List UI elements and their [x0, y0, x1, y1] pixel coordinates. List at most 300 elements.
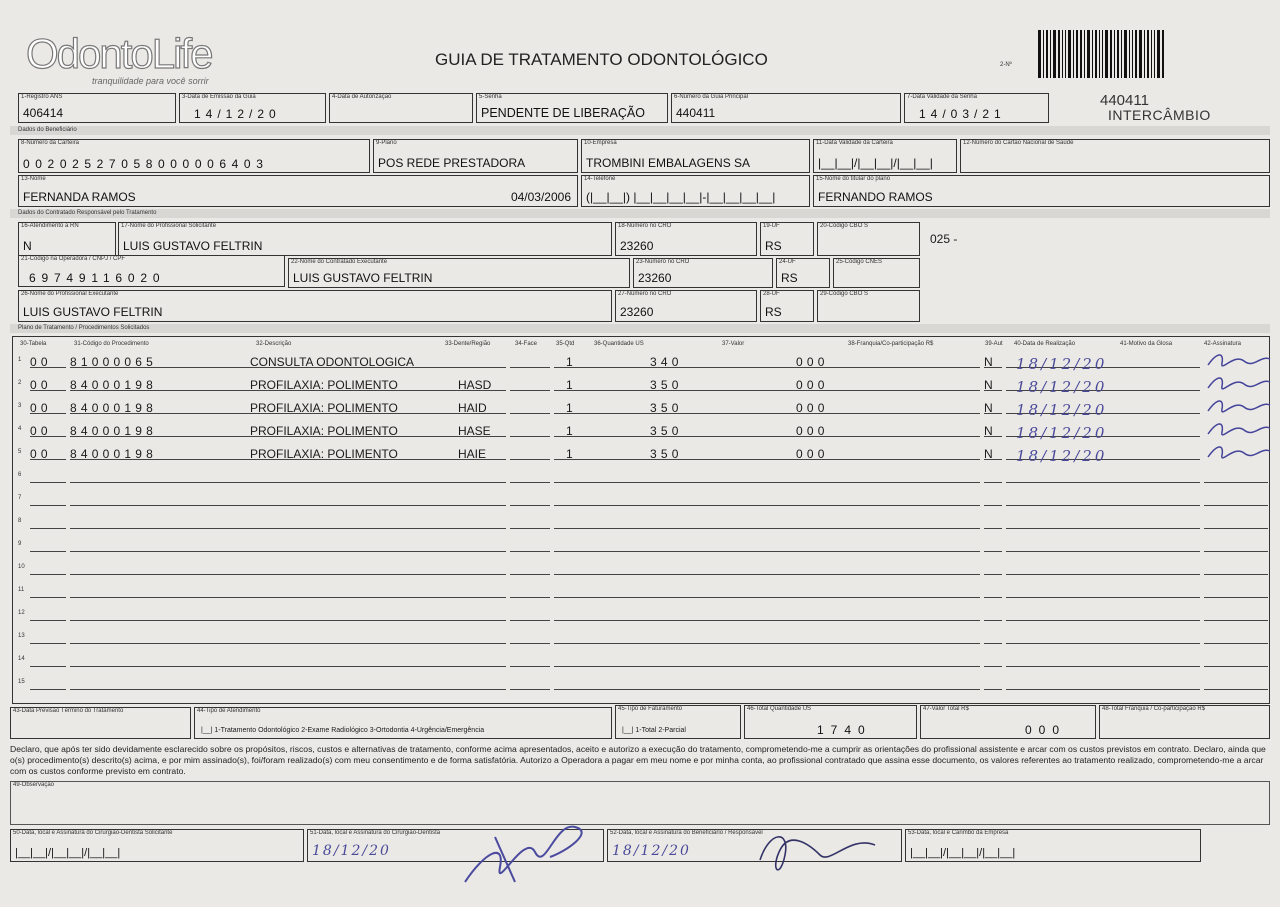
field-value: RS	[765, 305, 782, 319]
cell-valor[interactable]: 000	[724, 424, 922, 437]
barcode-bar	[1105, 30, 1108, 78]
nome-field[interactable]	[18, 175, 578, 207]
cell-franquia[interactable]	[854, 631, 980, 644]
cell-glosa[interactable]	[1110, 539, 1200, 552]
barcode-bar	[1068, 30, 1071, 78]
uf-2-field[interactable]	[776, 258, 830, 288]
cbo-code: 025 -	[930, 232, 958, 246]
cell-glosa[interactable]	[1110, 677, 1200, 690]
field-label: 1-Registro ANS	[21, 94, 63, 100]
cell-glosa[interactable]	[1110, 631, 1200, 644]
cell-descricao[interactable]	[250, 493, 470, 506]
procedure-row[interactable]	[18, 654, 1268, 670]
cell-descricao[interactable]: PROFILAXIA: POLIMENTO	[250, 401, 470, 414]
cartao-nacional-field[interactable]	[960, 139, 1270, 173]
field-label: 13-Nome	[21, 176, 46, 182]
cell-dente[interactable]	[458, 493, 506, 506]
cell-qtd[interactable]: 1	[554, 447, 602, 460]
field-options: |__| 1-Tratamento Odontológico 2-Exame Radiológico 3-Ortodontia 4-Urgência/Emergência	[201, 727, 485, 734]
field-label: 7-Data Validade da Senha	[907, 94, 977, 100]
cell-dente[interactable]	[458, 631, 506, 644]
doc-number-label: 2-Nº	[1000, 62, 1012, 68]
cell-valor[interactable]: 000	[724, 401, 922, 414]
cell-data[interactable]	[1006, 585, 1116, 598]
procedure-row[interactable]	[18, 608, 1268, 624]
column-header: 31-Código do Procedimento	[74, 341, 149, 347]
cell-dente[interactable]	[458, 470, 506, 483]
row-number: 11	[18, 587, 25, 593]
barcode-bar	[1129, 30, 1130, 78]
barcode-bar	[1065, 30, 1066, 78]
cell-data[interactable]	[1006, 677, 1116, 690]
cell-aut[interactable]	[984, 631, 1002, 644]
cell-dente[interactable]	[458, 562, 506, 575]
field-label: 19-UF	[763, 223, 780, 229]
cell-glosa[interactable]	[1110, 401, 1200, 414]
cell-sig[interactable]	[1204, 677, 1268, 690]
cell-tabela[interactable]	[30, 631, 66, 644]
cell-tabela[interactable]	[30, 654, 66, 667]
field-label: 12-Número do Cartão Nacional de Saúde	[963, 140, 1074, 146]
procedure-row[interactable]	[18, 677, 1268, 693]
cell-dente[interactable]	[458, 585, 506, 598]
barcode-bar	[1076, 30, 1078, 78]
field-value: LUIS GUSTAVO FELTRIN	[23, 305, 163, 319]
row-signature	[1204, 372, 1274, 394]
cell-codigo[interactable]	[70, 631, 260, 644]
barcode-bar	[1080, 30, 1082, 78]
barcode-bar	[1102, 30, 1103, 78]
cell-face[interactable]	[510, 654, 550, 667]
date-slots: |__|__|/|__|__|/|__|__|	[15, 847, 121, 859]
cell-face[interactable]	[510, 585, 550, 598]
cell-dente[interactable]	[458, 654, 506, 667]
cell-sig[interactable]	[1204, 355, 1268, 367]
cell-us[interactable]: 340	[594, 355, 776, 368]
cell-sig[interactable]	[1204, 585, 1268, 598]
cell-franquia[interactable]	[854, 585, 980, 598]
tipo-faturamento-field[interactable]	[615, 705, 741, 739]
cell-descricao[interactable]	[250, 585, 470, 598]
cell-descricao[interactable]	[250, 470, 470, 483]
procedure-row[interactable]	[18, 470, 1268, 486]
cell-face[interactable]	[510, 631, 550, 644]
cell-aut[interactable]: N	[984, 355, 1002, 368]
field-label: 23-Número no CRO	[636, 259, 690, 265]
cbo-field[interactable]	[817, 222, 920, 256]
procedure-row[interactable]	[18, 424, 1268, 440]
field-value: FERNANDA RAMOS	[23, 190, 136, 204]
cell-codigo[interactable]: 84000198	[70, 378, 260, 391]
cell-dente[interactable]	[458, 516, 506, 529]
column-header: 41-Motivo da Glosa	[1120, 341, 1173, 347]
cell-aut[interactable]	[984, 677, 1002, 690]
cell-glosa[interactable]	[1110, 608, 1200, 621]
guide-number: 440411	[1100, 92, 1149, 109]
cell-tabela[interactable]	[30, 539, 66, 552]
barcode-bar	[1151, 30, 1152, 78]
cell-data[interactable]: 18/12/20	[1006, 424, 1116, 437]
cell-aut[interactable]	[984, 562, 1002, 575]
observacao-field[interactable]	[10, 781, 1270, 825]
cell-descricao[interactable]	[250, 608, 470, 621]
field-value: PENDENTE DE LIBERAÇÃO	[481, 106, 645, 120]
field-label: 6-Número da Guia Principal	[674, 94, 749, 100]
cell-sig[interactable]	[1204, 447, 1268, 459]
cell-dente[interactable]	[458, 677, 506, 690]
barcode-bar	[1038, 30, 1041, 78]
senha-field[interactable]	[476, 93, 668, 123]
cro-field[interactable]	[615, 222, 757, 256]
cell-franquia[interactable]	[854, 493, 980, 506]
field-label: 3-Data de Emissão da Guia	[182, 94, 256, 100]
row-signature	[1204, 349, 1274, 371]
row-number: 6	[18, 472, 22, 478]
cell-tabela[interactable]	[30, 470, 66, 483]
field-label: 47-Valor Total R$	[923, 706, 969, 712]
cell-franquia[interactable]	[854, 424, 980, 437]
cell-codigo[interactable]	[70, 677, 260, 690]
sig-solicitante-field[interactable]	[10, 829, 304, 862]
codigo-operadora-field[interactable]	[18, 255, 285, 287]
cell-aut[interactable]	[984, 654, 1002, 667]
field-value: RS	[781, 271, 798, 285]
cell-face[interactable]	[510, 401, 550, 414]
cell-tabela[interactable]: 00	[30, 447, 66, 460]
field-value: 69749116020	[29, 271, 166, 285]
procedure-row[interactable]	[18, 516, 1268, 532]
uf-3-field[interactable]	[760, 290, 814, 322]
tipo-atendimento-field[interactable]	[194, 707, 612, 739]
cell-aut[interactable]: N	[984, 447, 1002, 460]
cell-valor[interactable]: 000	[724, 447, 922, 460]
field-label: 53-Data, local e Carimbo da Empresa	[908, 830, 1009, 836]
field-label: 25-Código CNES	[836, 259, 883, 265]
cell-dente[interactable]: HAID	[458, 401, 506, 414]
cell-dente[interactable]: HASD	[458, 378, 506, 391]
cell-glosa[interactable]	[1110, 424, 1200, 437]
cell-face[interactable]	[510, 493, 550, 506]
barcode-bar	[1053, 30, 1056, 78]
cell-dente[interactable]	[458, 355, 506, 368]
cell-glosa[interactable]	[1110, 493, 1200, 506]
cell-face[interactable]	[510, 378, 550, 391]
cell-tabela[interactable]	[30, 608, 66, 621]
cell-codigo[interactable]	[70, 539, 260, 552]
total-us-field[interactable]	[744, 705, 917, 739]
procedure-row[interactable]	[18, 539, 1268, 555]
cell-glosa[interactable]	[1110, 378, 1200, 391]
cell-qtd[interactable]: 1	[554, 355, 602, 368]
cell-aut[interactable]: N	[984, 401, 1002, 414]
cell-sig[interactable]	[1204, 493, 1268, 506]
field-value: 440411	[676, 106, 716, 120]
cell-aut[interactable]	[984, 539, 1002, 552]
validade-senha-field[interactable]	[904, 93, 1049, 123]
field-label: 11-Data Validade da Carteira	[816, 140, 893, 146]
barcode-bar	[1058, 30, 1060, 78]
procedure-row[interactable]	[18, 378, 1268, 394]
cell-sig[interactable]	[1204, 516, 1268, 529]
cell-data[interactable]	[1006, 470, 1116, 483]
cell-descricao[interactable]	[250, 539, 470, 552]
field-label: 50-Data, local e Assinatura do Cirurgião-Dentista Solicitante	[13, 830, 173, 836]
row-number: 2	[18, 380, 22, 386]
cell-descricao[interactable]: CONSULTA ODONTOLOGICA	[250, 355, 470, 368]
cell-glosa[interactable]	[1110, 355, 1200, 368]
validade-carteira-field[interactable]	[813, 139, 957, 173]
column-header: 32-Descrição	[256, 341, 292, 347]
cell-tabela[interactable]: 00	[30, 355, 66, 368]
cell-franquia[interactable]	[854, 654, 980, 667]
column-header: 37-Valor	[722, 341, 745, 347]
cell-data[interactable]	[1006, 516, 1116, 529]
cell-sig[interactable]	[1204, 401, 1268, 413]
cell-franquia[interactable]	[854, 677, 980, 690]
cell-codigo[interactable]	[70, 562, 260, 575]
field-label: 24-UF	[779, 259, 796, 265]
cell-sig[interactable]	[1204, 424, 1268, 436]
barcode-bar	[1043, 30, 1044, 78]
cell-data[interactable]: 18/12/20	[1006, 447, 1116, 460]
cell-descricao[interactable]: PROFILAXIA: POLIMENTO	[250, 378, 470, 391]
cell-aut[interactable]	[984, 470, 1002, 483]
procedure-row[interactable]	[18, 401, 1268, 417]
cell-data[interactable]: 18/12/20	[1006, 378, 1116, 391]
field-value: POS REDE PRESTADORA	[378, 156, 526, 170]
barcode-bar	[1117, 30, 1119, 78]
sig-empresa-field[interactable]	[905, 829, 1201, 862]
cell-dente[interactable]: HAIE	[458, 447, 506, 460]
cell-data[interactable]	[1006, 562, 1116, 575]
procedure-row[interactable]	[18, 585, 1268, 601]
cell-glosa[interactable]	[1110, 654, 1200, 667]
cell-codigo[interactable]	[70, 493, 260, 506]
field-label: 44-Tipo de Atendimento	[197, 708, 261, 714]
cell-descricao[interactable]: PROFILAXIA: POLIMENTO	[250, 447, 470, 460]
field-label: 8-Número da Carteira	[21, 140, 80, 146]
column-header: 40-Data de Realização	[1014, 341, 1076, 347]
cell-franquia[interactable]	[854, 516, 980, 529]
barcode-bar	[1046, 30, 1048, 78]
cell-codigo[interactable]	[70, 654, 260, 667]
barcode-bar	[1073, 30, 1074, 78]
valor-total-field[interactable]	[920, 705, 1096, 739]
cell-us[interactable]: 350	[594, 378, 776, 391]
cell-face[interactable]	[510, 539, 550, 552]
barcode-bar	[1050, 30, 1051, 78]
uf-field[interactable]	[760, 222, 814, 256]
barcode-bar	[1062, 30, 1063, 78]
cell-tabela[interactable]	[30, 562, 66, 575]
cell-face[interactable]	[510, 677, 550, 690]
telefone-field[interactable]	[581, 175, 810, 207]
barcode-bar	[1114, 30, 1115, 78]
cbo-3-field[interactable]	[817, 290, 920, 322]
cell-codigo[interactable]	[70, 516, 260, 529]
cell-aut[interactable]	[984, 493, 1002, 506]
cell-data[interactable]	[1006, 493, 1116, 506]
barcode-bar	[1157, 30, 1160, 78]
cell-sig[interactable]	[1204, 608, 1268, 621]
cell-franquia[interactable]	[854, 608, 980, 621]
cell-qtd[interactable]: 1	[554, 401, 602, 414]
date-slots: |__|__|/|__|__|/|__|__|	[818, 156, 933, 170]
cell-sig[interactable]	[1204, 378, 1268, 390]
registro-ans-field[interactable]	[18, 93, 176, 123]
cell-descricao[interactable]	[250, 562, 470, 575]
cell-data[interactable]	[1006, 539, 1116, 552]
cell-franquia[interactable]	[854, 539, 980, 552]
field-label: 26-Nome do Profissional Executante	[21, 291, 119, 297]
cell-data[interactable]	[1006, 654, 1116, 667]
cell-franquia[interactable]	[854, 355, 980, 368]
column-header: 30-Tabela	[20, 341, 47, 347]
cell-qtd[interactable]: 1	[554, 378, 602, 391]
cell-face[interactable]	[510, 355, 550, 368]
cell-franquia[interactable]	[854, 401, 980, 414]
field-label: 48-Total Franquia / Co-participação R$	[1102, 706, 1206, 712]
cell-descricao[interactable]	[250, 631, 470, 644]
cell-sig[interactable]	[1204, 562, 1268, 575]
field-label: 28-UF	[763, 291, 780, 297]
cell-descricao[interactable]	[250, 654, 470, 667]
field-value: 18/12/20	[612, 843, 691, 859]
cell-tabela[interactable]: 00	[30, 401, 66, 414]
row-number: 10	[18, 564, 25, 570]
field-label: 18-Número no CRO	[618, 223, 672, 229]
cro-2-field[interactable]	[633, 258, 773, 288]
section-beneficiario: Dados do Beneficiário	[10, 126, 1270, 135]
row-number: 8	[18, 518, 22, 524]
cell-aut[interactable]	[984, 585, 1002, 598]
cell-aut[interactable]	[984, 516, 1002, 529]
cell-tabela[interactable]	[30, 516, 66, 529]
data-emissao-field[interactable]	[179, 93, 326, 123]
cell-sig[interactable]	[1204, 539, 1268, 552]
barcode-bar	[1121, 30, 1122, 78]
row-signature	[1204, 441, 1274, 463]
cell-franquia[interactable]	[854, 378, 980, 391]
cell-tabela[interactable]	[30, 585, 66, 598]
cell-codigo[interactable]: 84000198	[70, 401, 260, 414]
cro-3-field[interactable]	[615, 290, 757, 322]
barcode-bar	[1095, 30, 1097, 78]
cell-descricao[interactable]: PROFILAXIA: POLIMENTO	[250, 424, 470, 437]
cell-aut[interactable]: N	[984, 378, 1002, 391]
carteira-field[interactable]	[18, 139, 370, 173]
contratado-executante-field[interactable]	[288, 258, 630, 288]
cell-face[interactable]	[510, 516, 550, 529]
cell-dente[interactable]	[458, 539, 506, 552]
cell-descricao[interactable]	[250, 677, 470, 690]
cell-glosa[interactable]	[1110, 470, 1200, 483]
cell-data[interactable]	[1006, 608, 1116, 621]
plano-field[interactable]	[373, 139, 578, 173]
barcode-bar	[1139, 30, 1142, 78]
profissional-executante-field[interactable]	[18, 290, 612, 322]
field-value: 23260	[638, 271, 672, 285]
cell-codigo[interactable]: 84000198	[70, 447, 260, 460]
cell-glosa[interactable]	[1110, 516, 1200, 529]
cell-franquia[interactable]	[854, 470, 980, 483]
cell-glosa[interactable]	[1110, 562, 1200, 575]
cell-us[interactable]: 350	[594, 424, 776, 437]
empresa-field[interactable]	[581, 139, 810, 173]
procedure-row[interactable]	[18, 355, 1268, 371]
cell-valor[interactable]: 000	[724, 378, 922, 391]
cell-franquia[interactable]	[854, 447, 980, 460]
titular-field[interactable]	[813, 175, 1270, 207]
cell-face[interactable]	[510, 608, 550, 621]
field-value: 23260	[620, 239, 654, 253]
field-label: 5-Senha	[479, 94, 502, 100]
cell-face[interactable]	[510, 447, 550, 460]
cell-aut[interactable]	[984, 608, 1002, 621]
field-label: 52-Data, local e Assinatura do Beneficiário / Responsável	[610, 830, 763, 836]
total-franquia-field[interactable]	[1099, 705, 1270, 739]
cell-tabela[interactable]: 00	[30, 424, 66, 437]
cell-tabela[interactable]	[30, 677, 66, 690]
procedure-row[interactable]	[18, 493, 1268, 509]
field-label: 15-Nome do titular do plano	[816, 176, 891, 182]
cell-face[interactable]	[510, 562, 550, 575]
cell-codigo[interactable]: 84000198	[70, 424, 260, 437]
cell-data[interactable]	[1006, 631, 1116, 644]
cell-dente[interactable]: HASE	[458, 424, 506, 437]
cell-glosa[interactable]	[1110, 447, 1200, 460]
cell-aut[interactable]: N	[984, 424, 1002, 437]
cell-sig[interactable]	[1204, 470, 1268, 483]
cell-us[interactable]: 350	[594, 447, 776, 460]
cell-codigo[interactable]	[70, 470, 260, 483]
cell-franquia[interactable]	[854, 562, 980, 575]
atendimento-rn-field[interactable]	[18, 222, 116, 256]
cell-valor[interactable]: 000	[724, 355, 922, 368]
profissional-solicitante-field[interactable]	[118, 222, 612, 256]
cell-codigo[interactable]	[70, 585, 260, 598]
procedure-row[interactable]	[18, 562, 1268, 578]
dentist-signature	[455, 812, 595, 892]
cell-data[interactable]: 18/12/20	[1006, 401, 1116, 414]
cell-sig[interactable]	[1204, 631, 1268, 644]
cell-qtd[interactable]: 1	[554, 424, 602, 437]
cell-dente[interactable]	[458, 608, 506, 621]
barcode-bar	[1099, 30, 1100, 78]
procedure-row[interactable]	[18, 631, 1268, 647]
logo: OdontoLife	[26, 30, 212, 77]
data-autorizacao-field[interactable]	[329, 93, 473, 123]
cnes-field[interactable]	[833, 258, 920, 288]
cell-face[interactable]	[510, 424, 550, 437]
previsao-termino-field[interactable]	[10, 707, 191, 739]
cell-sig[interactable]	[1204, 654, 1268, 667]
field-label: 14-Telefone	[584, 176, 616, 182]
cell-data[interactable]: 18/12/20	[1006, 355, 1116, 368]
cell-descricao[interactable]	[250, 516, 470, 529]
cell-face[interactable]	[510, 470, 550, 483]
column-header: 39-Aut	[985, 341, 1003, 347]
cell-tabela[interactable]	[30, 493, 66, 506]
cell-us[interactable]: 350	[594, 401, 776, 414]
row-number: 7	[18, 495, 22, 501]
cell-tabela[interactable]: 00	[30, 378, 66, 391]
cell-codigo[interactable]: 81000065	[70, 355, 260, 368]
procedure-row[interactable]	[18, 447, 1268, 463]
cell-codigo[interactable]	[70, 608, 260, 621]
cell-glosa[interactable]	[1110, 585, 1200, 598]
guia-principal-field[interactable]	[671, 93, 901, 123]
